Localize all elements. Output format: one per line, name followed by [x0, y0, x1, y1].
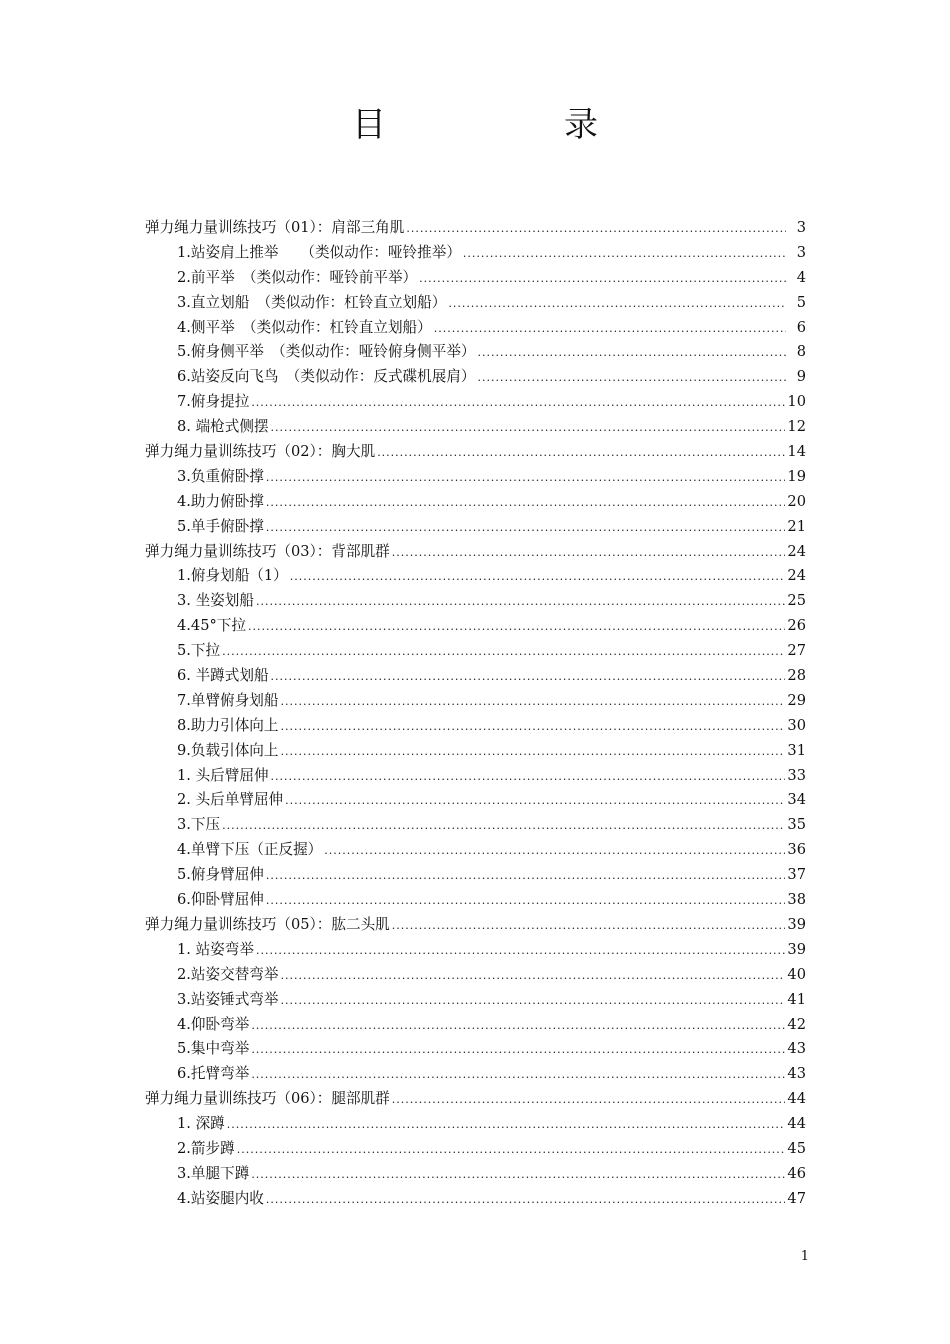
toc-entry-page: 26	[787, 617, 806, 635]
toc-entry-page: 24	[787, 567, 806, 585]
toc-entry-title: 5.单手俯卧撑	[177, 517, 264, 535]
toc-entry-title: 8. 端枪式侧摆	[177, 418, 269, 436]
toc-entry-title: 4.仰卧弯举	[177, 1015, 250, 1033]
toc-entry-page: 46	[787, 1164, 806, 1182]
toc-dot-leader	[251, 1163, 785, 1188]
toc-entry-title: 7.单臂俯身划船	[177, 691, 279, 709]
toc-entry[interactable]	[0, 1037, 806, 1062]
toc-entry[interactable]	[0, 1187, 806, 1212]
toc-entry-page: 21	[787, 517, 806, 535]
toc-dot-leader	[271, 416, 786, 441]
toc-dot-leader	[478, 341, 786, 366]
toc-entry-page: 8	[796, 343, 806, 361]
toc-entry-title: 1.站姿肩上推举 （类似动作：哑铃推举）	[177, 243, 461, 261]
toc-entry-page: 41	[787, 990, 806, 1008]
toc-entry-title: 1. 站姿弯举	[177, 940, 254, 958]
toc-entry[interactable]	[0, 564, 806, 589]
toc-entry[interactable]	[0, 764, 806, 789]
toc-dot-leader	[281, 989, 786, 1014]
toc-entry[interactable]	[0, 639, 806, 664]
toc-entry-page: 19	[787, 467, 806, 485]
toc-dot-leader	[392, 541, 786, 566]
toc-entry-page: 36	[787, 841, 806, 859]
toc-dot-leader	[392, 914, 786, 939]
toc-entry[interactable]	[0, 365, 806, 390]
toc-entry-title: 1. 头后臂屈伸	[177, 766, 269, 784]
toc-entry-title: 弹力绳力量训练技巧（03）：背部肌群	[145, 542, 390, 560]
toc-entry-page: 38	[787, 891, 806, 909]
toc-entry-page: 35	[787, 816, 806, 834]
toc-entry-page: 5	[796, 293, 806, 311]
toc-entry-page: 31	[787, 741, 806, 759]
toc-entry-title: 4.助力俯卧撑	[177, 492, 264, 510]
toc-entry-page: 44	[787, 1115, 806, 1133]
toc-entry[interactable]	[0, 316, 806, 341]
toc-entry-page: 12	[787, 418, 806, 436]
toc-entry[interactable]	[0, 689, 806, 714]
toc-entry-page: 14	[787, 443, 806, 461]
toc-entry-title: 6. 半蹲式划船	[177, 667, 269, 685]
toc-dot-leader	[281, 964, 786, 989]
toc-entry[interactable]	[0, 888, 806, 913]
toc-dot-leader	[266, 1188, 786, 1213]
toc-dot-leader	[281, 740, 786, 765]
toc-dot-leader	[266, 864, 786, 889]
toc-entry[interactable]	[0, 739, 806, 764]
toc-entry-page: 30	[787, 716, 806, 734]
toc-dot-leader	[377, 441, 785, 466]
toc-dot-leader	[266, 889, 786, 914]
toc-entry-title: 3.直立划船 （类似动作：杠铃直立划船）	[177, 293, 447, 311]
toc-dot-leader	[281, 715, 786, 740]
toc-entry[interactable]	[0, 266, 806, 291]
toc-entry[interactable]	[0, 415, 806, 440]
toc-entry-page: 44	[787, 1090, 806, 1108]
toc-entry-title: 4.45°下拉	[177, 617, 246, 635]
toc-dot-leader	[222, 640, 785, 665]
toc-entry-page: 10	[787, 393, 806, 411]
toc-dot-leader	[478, 366, 786, 391]
toc-entry-title: 弹力绳力量训练技巧（05）：肱二头肌	[145, 915, 390, 933]
toc-dot-leader	[251, 391, 785, 416]
toc-entry[interactable]	[0, 938, 806, 963]
toc-entry[interactable]	[0, 863, 806, 888]
toc-entry[interactable]	[0, 390, 806, 415]
toc-entry-title: 2.箭步蹲	[177, 1139, 235, 1157]
toc-entry-title: 3.单腿下蹲	[177, 1164, 250, 1182]
toc-entry-page: 47	[787, 1189, 806, 1207]
toc-entry-title: 弹力绳力量训练技巧（01）：肩部三角肌	[145, 219, 405, 236]
toc-entry[interactable]	[0, 838, 806, 863]
toc-entry-title: 4.单臂下压（正反握）	[177, 841, 323, 859]
toc-entry[interactable]	[0, 440, 806, 465]
toc-entry[interactable]	[0, 788, 806, 813]
toc-dot-leader	[248, 615, 785, 640]
toc-dot-leader	[281, 690, 786, 715]
toc-entry-title: 2.前平举 （类似动作：哑铃前平举）	[177, 268, 418, 286]
toc-entry-page: 29	[787, 691, 806, 709]
toc-entry-title: 2. 头后单臂屈伸	[177, 791, 284, 809]
toc-entry-page: 37	[787, 866, 806, 884]
toc-entry[interactable]	[0, 1013, 806, 1038]
toc-dot-leader	[285, 789, 785, 814]
toc-dot-leader	[266, 491, 786, 516]
toc-dot-leader	[251, 1063, 785, 1088]
toc-entry[interactable]	[0, 216, 806, 241]
toc-dot-leader	[227, 1113, 786, 1138]
toc-entry[interactable]	[0, 291, 806, 316]
toc-entry[interactable]	[0, 813, 806, 838]
page-title: 目 录	[352, 105, 670, 145]
toc-entry[interactable]	[0, 490, 806, 515]
toc-dot-leader	[406, 217, 786, 242]
toc-entry-title: 1. 深蹲	[177, 1115, 225, 1133]
toc-entry[interactable]	[0, 515, 806, 540]
toc-entry-page: 34	[787, 791, 806, 809]
toc-entry[interactable]	[0, 1112, 806, 1137]
toc-dot-leader	[290, 565, 786, 590]
toc-entry[interactable]	[0, 664, 806, 689]
toc-entry-page: 3	[796, 243, 806, 261]
toc-entry-page: 24	[787, 542, 806, 560]
toc-entry-title: 5.下拉	[177, 642, 221, 660]
toc-entry-page: 28	[787, 667, 806, 685]
toc-entry-page: 20	[787, 492, 806, 510]
toc-entry-title: 2.站姿交替弯举	[177, 965, 279, 983]
toc-entry[interactable]	[0, 988, 806, 1013]
toc-entry-title: 7.俯身提拉	[177, 393, 250, 411]
toc-entry-title: 3.站姿锤式弯举	[177, 990, 279, 1008]
toc-dot-leader	[392, 1088, 786, 1113]
toc-dot-leader	[271, 665, 786, 690]
toc-dot-leader	[251, 1014, 785, 1039]
toc-entry[interactable]	[0, 465, 806, 490]
toc-entry[interactable]	[0, 714, 806, 739]
toc-dot-leader	[434, 317, 786, 342]
toc-entry-page: 6	[796, 318, 806, 336]
toc-entry-title: 6.站姿反向飞鸟 （类似动作：反式碟机展肩）	[177, 368, 476, 386]
toc-dot-leader	[448, 292, 786, 317]
toc-entry[interactable]	[0, 1062, 806, 1087]
toc-entry-page: 27	[787, 642, 806, 660]
toc-entry-page: 43	[787, 1065, 806, 1083]
toc-entry-page: 39	[787, 915, 806, 933]
toc-dot-leader	[256, 590, 785, 615]
toc-dot-leader	[251, 1038, 785, 1063]
toc-entry-title: 3.下压	[177, 816, 221, 834]
toc-dot-leader	[256, 939, 785, 964]
toc-entry-title: 弹力绳力量训练技巧（02）：胸大肌	[145, 443, 376, 461]
toc-dot-leader	[324, 839, 785, 864]
toc-entry-title: 1.俯身划船（1）	[177, 567, 288, 585]
toc-entry-page: 40	[787, 965, 806, 983]
toc-entry-title: 8.助力引体向上	[177, 716, 279, 734]
toc-entry-title: 4.站姿腿内收	[177, 1189, 264, 1207]
toc-entry-page: 25	[787, 592, 806, 610]
toc-entry[interactable]	[0, 1087, 806, 1112]
toc-entry[interactable]	[0, 963, 806, 988]
table-of-contents	[0, 216, 950, 1212]
toc-entry-title: 6.仰卧臂屈伸	[177, 891, 264, 909]
toc-entry-title: 3.负重俯卧撑	[177, 467, 264, 485]
toc-entry-page: 3	[796, 219, 806, 236]
toc-entry-title: 5.集中弯举	[177, 1040, 250, 1058]
toc-dot-leader	[266, 466, 786, 491]
toc-entry-title: 5.俯身臂屈伸	[177, 866, 264, 884]
toc-entry[interactable]	[0, 540, 806, 565]
toc-entry-page: 42	[787, 1015, 806, 1033]
toc-entry[interactable]	[0, 241, 806, 266]
toc-entry-page: 9	[796, 368, 806, 386]
toc-entry-title: 6.托臂弯举	[177, 1065, 250, 1083]
toc-entry-title: 3. 坐姿划船	[177, 592, 254, 610]
toc-dot-leader	[271, 765, 786, 790]
toc-entry-page: 4	[796, 268, 806, 286]
toc-entry-title: 9.负载引体向上	[177, 741, 279, 759]
toc-entry[interactable]	[0, 614, 806, 639]
toc-dot-leader	[266, 516, 786, 541]
toc-entry[interactable]	[0, 1137, 806, 1162]
toc-entry[interactable]	[0, 589, 806, 614]
toc-entry-page: 33	[787, 766, 806, 784]
toc-entry-title: 弹力绳力量训练技巧（06）：腿部肌群	[145, 1090, 390, 1108]
toc-dot-leader	[237, 1138, 786, 1163]
toc-entry[interactable]	[0, 913, 806, 938]
page-number: 1	[800, 1249, 809, 1264]
toc-entry-page: 45	[787, 1139, 806, 1157]
toc-entry[interactable]	[0, 1162, 806, 1187]
toc-entry-page: 43	[787, 1040, 806, 1058]
toc-dot-leader	[222, 814, 785, 839]
toc-dot-leader	[463, 242, 786, 267]
toc-entry-title: 5.俯身侧平举 （类似动作：哑铃俯身侧平举）	[177, 343, 476, 361]
toc-entry-title: 4.侧平举 （类似动作：杠铃直立划船）	[177, 318, 432, 336]
toc-dot-leader	[419, 267, 786, 292]
toc-entry[interactable]	[0, 340, 806, 365]
toc-entry-page: 39	[787, 940, 806, 958]
